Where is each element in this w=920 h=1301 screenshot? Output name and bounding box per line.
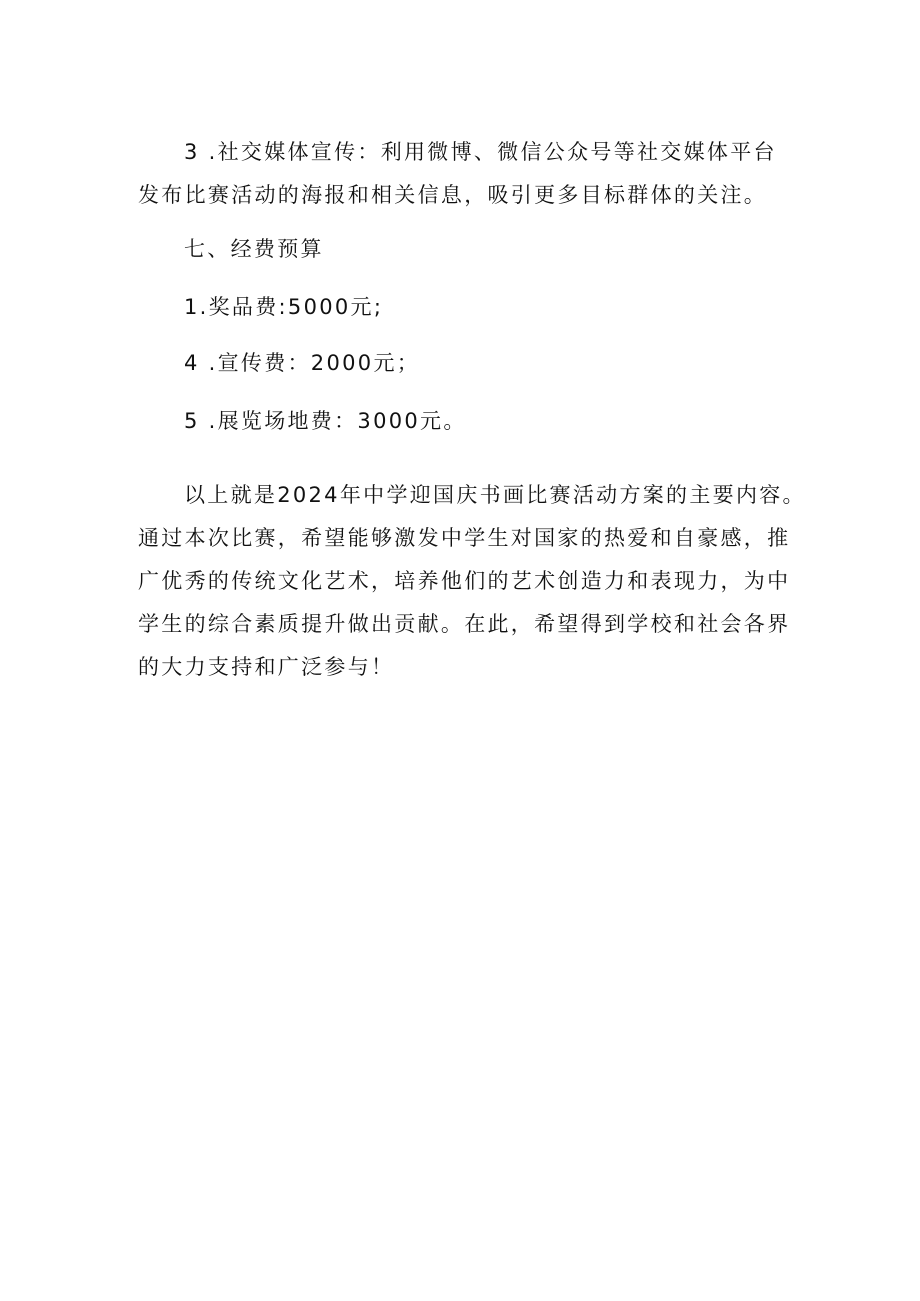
conclusion-line-2: 通过本次比赛，希望能够激发中学生对国家的热爱和自豪感，推 bbox=[138, 526, 791, 550]
budget-item-venue: 5 .展览场地费：3000元。 bbox=[184, 409, 467, 433]
conclusion-line-1: 以上就是2024年中学迎国庆书画比赛活动方案的主要内容。 bbox=[184, 483, 806, 507]
budget-heading: 七、经费预算 bbox=[184, 237, 324, 261]
conclusion-line-4: 学生的综合素质提升做出贡献。在此，希望得到学校和社会各界 bbox=[138, 612, 791, 636]
conclusion-paragraph bbox=[138, 474, 806, 689]
budget-item-publicity: 4 .宣传费：2000元； bbox=[184, 351, 421, 375]
social-media-line-2: 发布比赛活动的海报和相关信息，吸引更多目标群体的关注。 bbox=[138, 183, 768, 207]
social-media-line-1: 3 .社交媒体宣传：利用微博、微信公众号等社交媒体平台 bbox=[184, 140, 777, 164]
social-media-paragraph bbox=[138, 131, 788, 217]
conclusion-line-3: 广优秀的传统文化艺术，培养他们的艺术创造力和表现力，为中 bbox=[138, 569, 791, 593]
conclusion-line-5: 的大力支持和广泛参与！ bbox=[138, 655, 395, 679]
budget-item-prizes: 1.奖品费:5000元; bbox=[184, 295, 384, 319]
